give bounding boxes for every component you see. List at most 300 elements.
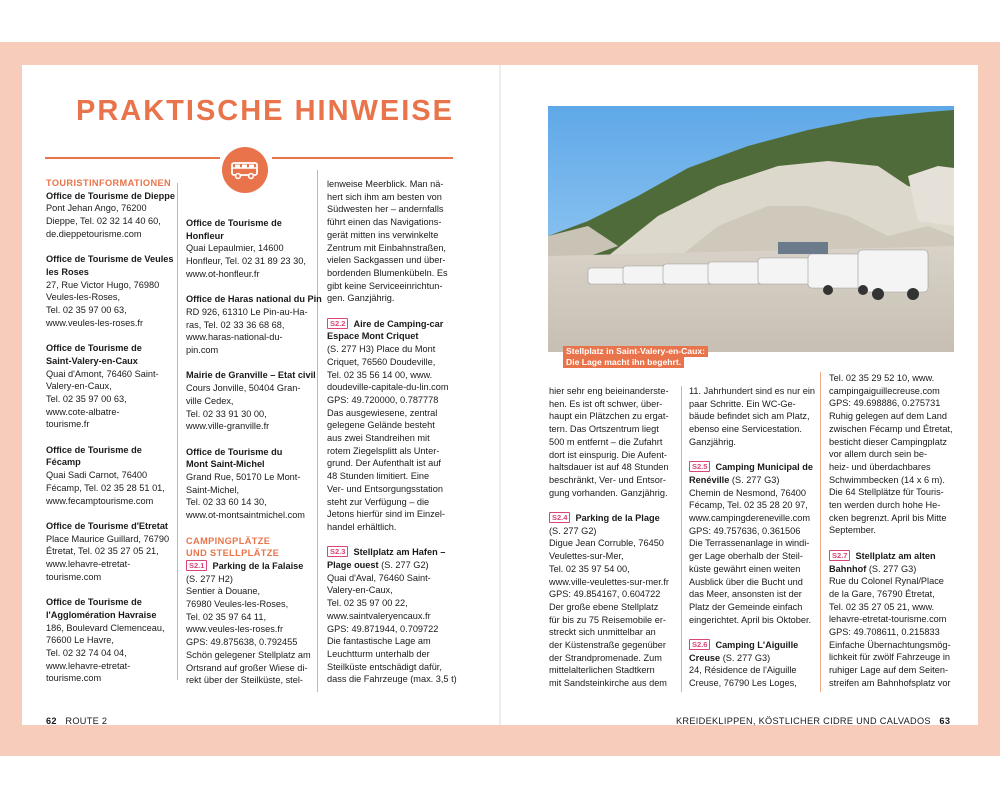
line-text: lenweise Meerblick. Man nä- [327, 179, 444, 189]
line-text: Jetons hierfür sind im Einzel- [327, 509, 445, 520]
line-text: gerät mitten ins verwinkelte [327, 229, 439, 240]
text-line [46, 202, 175, 215]
text-line [46, 672, 175, 685]
line-text: bäude befindet sich am Platz, [689, 411, 810, 422]
line-text: Camping Municipal de [715, 462, 813, 473]
text-line [549, 537, 669, 550]
text-line [549, 576, 669, 589]
text-line [327, 216, 457, 229]
text-line [186, 382, 322, 395]
line-text: der Küstenstraße gegenüber [549, 640, 666, 651]
line-text: Südwesten her – andernfalls [327, 204, 444, 215]
line-text: Quai Lepaulmier, 14600 [186, 243, 284, 254]
text-line [549, 525, 669, 538]
line-text: GPS: 49.871944, 0.709722 [327, 623, 439, 634]
line-text: Schwimmbecken (14 x 6 m). [829, 474, 945, 485]
text-line [549, 677, 669, 690]
line-text: Office de Tourisme de [46, 343, 142, 354]
text-line [46, 279, 175, 292]
text-line [549, 563, 669, 576]
line-text: heiz- und überdachbares [829, 461, 931, 472]
line-text: Parking de la Plage [575, 513, 660, 524]
line-text: Creuse, 76790 Les Loges, [689, 678, 797, 689]
line-text: aus zwei Standreihen mit [327, 433, 430, 444]
text-line [186, 408, 322, 421]
text-line [327, 191, 457, 204]
text-line [46, 368, 175, 381]
column-3 [327, 178, 457, 686]
text-line [549, 436, 669, 449]
text-line [829, 677, 953, 690]
text-line [829, 575, 953, 588]
line-text: Quai Sadi Carnot, 76400 [46, 470, 148, 481]
line-text: rekt über der Steilküste, stel- [186, 675, 303, 686]
section-heading [46, 177, 175, 190]
line-text: 48 Stunden limitiert. Eine [327, 471, 430, 482]
text-line [689, 423, 815, 436]
map-ref-badge: S2.3 [327, 546, 348, 557]
text-line [689, 512, 815, 525]
line-text: tern. Das Ortszentrum liegt [549, 424, 659, 435]
text-line [327, 470, 457, 483]
text-line [46, 495, 175, 508]
line-text: Veules-les-Roses, [46, 292, 121, 303]
line-text: für bis zu 75 Reisemobile er- [549, 614, 666, 625]
gutter [499, 65, 501, 725]
line-text: campingaiguillecreuse.com [829, 385, 940, 396]
line-text: doudeville-capitale-du-lin.com [327, 382, 449, 393]
text-line [186, 420, 322, 433]
line-text: Plage ouest [327, 560, 379, 571]
text-line [327, 521, 457, 534]
text-line [186, 649, 322, 662]
line-text: gen. Ganzjährig. [327, 293, 395, 304]
text-line [689, 576, 815, 589]
text-line [186, 623, 322, 636]
text-line [327, 546, 457, 559]
text-line [46, 215, 175, 228]
line-text: (S. 277 H2) [186, 573, 233, 584]
text-line [327, 597, 457, 610]
line-text: bordenden Blumenkübeln. Es [327, 267, 448, 278]
text-line [327, 419, 457, 432]
line-text: Fécamp, Tel. 02 35 28 20 97, [689, 500, 808, 511]
text-line [327, 267, 457, 280]
text-line [186, 484, 322, 497]
line-text: Bahnhof [829, 563, 867, 574]
text-line [549, 423, 669, 436]
text-line [327, 394, 457, 407]
text-line [829, 613, 953, 626]
text-line [46, 609, 175, 622]
line-text: www.fecamptourisme.com [46, 495, 154, 506]
line-text: Place Maurice Guillard, 76790 [46, 533, 170, 544]
text-line [186, 585, 322, 598]
text-line [549, 449, 669, 462]
text-line [829, 664, 953, 677]
text-line [46, 558, 175, 571]
map-ref-badge: S2.1 [186, 560, 207, 571]
text-line [549, 512, 669, 525]
column-divider [177, 183, 178, 680]
spacer [689, 626, 815, 639]
text-line [327, 356, 457, 369]
text-line [829, 474, 953, 487]
text-line [186, 496, 322, 509]
map-ref-badge: S2.5 [689, 461, 710, 472]
text-line [46, 571, 175, 584]
text-line [689, 525, 815, 538]
text-line [549, 614, 669, 627]
line-text: tourisme.com [46, 673, 102, 684]
text-line [829, 601, 953, 614]
text-line [549, 601, 669, 614]
line-text: beschränkt, Ver- und Entsor- [549, 474, 666, 485]
line-text: GPS: 49.720000, 0.787778 [327, 394, 439, 405]
line-text: paar Schritte. Ein WC-Ge- [689, 398, 796, 409]
text-line [829, 486, 953, 499]
text-line [689, 398, 815, 411]
text-line [46, 253, 175, 266]
line-text: September. [829, 525, 876, 536]
line-suffix: (S. 277 G2) [378, 560, 429, 571]
spacer [327, 305, 457, 318]
line-text: Quai d'Aval, 76460 Saint- [327, 572, 431, 583]
line-text: Tel. 02 35 97 64 11, [186, 611, 267, 622]
text-line [46, 647, 175, 660]
text-line [327, 623, 457, 636]
line-text: GPS: 49.708611, 0.215833 [829, 627, 940, 638]
line-text: Office de Tourisme de Veules [46, 254, 174, 265]
line-text: www.lehavre-etretat- [46, 559, 131, 570]
text-line [829, 372, 953, 385]
text-line [186, 331, 322, 344]
line-text: Ortsrand auf großer Wiese di- [186, 662, 308, 673]
text-line [327, 610, 457, 623]
line-suffix: (S. 277 G3) [720, 652, 771, 663]
line-text: haupt ein Plätzchen zu ergat- [549, 411, 669, 422]
line-text: l'Agglomération Havraise [46, 609, 157, 620]
text-line [327, 178, 457, 191]
text-line [46, 190, 175, 203]
line-text: Saint-Michel, [186, 484, 240, 495]
line-text: Honfleur, Tel. 02 31 89 23 30, [186, 256, 306, 267]
spacer [689, 449, 815, 462]
line-text: Parking de la Falaise [212, 560, 304, 571]
line-text: 500 m entfernt – die Zufahrt [549, 436, 663, 447]
text-line [829, 410, 953, 423]
text-line [186, 636, 322, 649]
spacer [186, 433, 322, 446]
text-line [689, 410, 815, 423]
text-line [327, 280, 457, 293]
text-line [327, 457, 457, 470]
line-text: www.veules-les-roses.fr [186, 624, 284, 635]
line-text: Tel. 02 33 60 14 30, [186, 497, 267, 508]
text-line [46, 596, 175, 609]
line-text: Office de Tourisme du [186, 446, 283, 457]
line-text: www.campingdereneville.com [689, 513, 811, 524]
text-line [327, 343, 457, 356]
line-text: Die fantastische Lage am [327, 636, 431, 647]
line-text: Platz der Gemeinde einfach [689, 601, 803, 612]
line-text: Fécamp [46, 457, 81, 468]
text-line [549, 474, 669, 487]
line-text: Tel. 02 35 97 54 00, [549, 563, 630, 574]
text-line [327, 292, 457, 305]
line-text: besticht dieser Campingplatz [829, 436, 947, 447]
text-line [46, 520, 175, 533]
text-line [327, 432, 457, 445]
text-line [327, 203, 457, 216]
spacer [46, 507, 175, 520]
text-line [186, 242, 322, 255]
text-line [829, 423, 953, 436]
line-text: mittelalterlichen Stadtkern [549, 665, 655, 676]
text-line [689, 550, 815, 563]
text-line [186, 458, 322, 471]
text-line [689, 461, 815, 474]
text-line [549, 398, 669, 411]
line-text: www.ville-granville.fr [186, 421, 270, 432]
text-line [46, 482, 175, 495]
line-text: CAMPINGPLÄTZE [186, 535, 271, 546]
page-title: PRAKTISCHE HINWEISE [76, 95, 454, 127]
text-line [186, 573, 322, 586]
line-text: 186, Boulevard Clemenceau, [46, 622, 165, 633]
text-line [829, 563, 953, 576]
line-text: Chemin de Nesmond, 76400 [689, 487, 806, 498]
text-line [829, 461, 953, 474]
line-text: Camping L'Aiguille [715, 640, 799, 651]
line-text: hen. Es ist oft schwer, über- [549, 398, 663, 409]
spacer [46, 329, 175, 342]
text-line [829, 524, 953, 537]
line-text: Schön gelegener Stellplatz am [186, 649, 311, 660]
line-text: Rue du Colonel Rynal/Place [829, 576, 944, 587]
line-text: führt einen das Navigations- [327, 217, 442, 228]
text-line [327, 635, 457, 648]
line-text: Aire de Camping-car [353, 318, 444, 329]
line-text: Renéville [689, 474, 730, 485]
line-text: Cours Jonville, 50404 Gran- [186, 383, 301, 394]
text-line [549, 588, 669, 601]
line-text: das Meer, ansonsten ist der [689, 589, 802, 600]
text-line [46, 545, 175, 558]
text-line [46, 469, 175, 482]
line-text: Das ausgewiesene, zentral [327, 407, 438, 418]
text-line [689, 588, 815, 601]
line-text: haltsdauer ist auf 48 Stunden [549, 462, 669, 473]
line-text: GPS: 49.757636, 0.361506 [689, 525, 801, 536]
text-line [186, 674, 322, 687]
line-text: GPS: 49.698886, 0.275731 [829, 398, 941, 409]
line-text: UND STELLPLÄTZE [186, 548, 280, 559]
left-running-head: ROUTE 2 [65, 716, 108, 726]
line-text: (S. 277 G2) [549, 525, 597, 536]
text-line [829, 499, 953, 512]
line-text: ruhiger Lage auf dem Seiten- [829, 665, 949, 676]
text-line [46, 456, 175, 469]
text-line [829, 512, 953, 525]
text-line [186, 560, 322, 573]
line-text: Sentier à Douane, [186, 586, 261, 597]
line-text: Leuchtturm unterhalb der [327, 648, 430, 659]
text-line [327, 559, 457, 572]
line-text: www.saintvaleryencaux.fr [327, 610, 431, 621]
caption-line-2: Die Lage macht ihn begehrt. [563, 357, 684, 368]
text-line [327, 254, 457, 267]
camper-van-icon [222, 147, 268, 193]
photo-caption [563, 346, 708, 368]
campsite-photo [548, 106, 954, 352]
text-line [689, 499, 815, 512]
text-line [327, 496, 457, 509]
line-text: Der große ebene Stellplatz [549, 601, 659, 612]
text-line [46, 444, 175, 457]
line-text: hier sehr eng beieinanderste- [549, 386, 669, 396]
line-text: gelegene Gelände besteht [327, 420, 435, 431]
footer-left [46, 716, 107, 726]
text-line [46, 228, 175, 241]
line-suffix: (S. 277 G3) [729, 474, 780, 485]
line-text: eingerichtet. April bis Oktober. [689, 614, 812, 625]
text-line [689, 563, 815, 576]
line-text: Tel. 02 35 29 52 10, www. [829, 373, 935, 383]
line-text: Mont Saint-Michel [186, 459, 265, 470]
line-text: Steilküste entschädigt dafür, [327, 661, 442, 672]
line-text: Quai d'Amont, 76460 Saint- [46, 368, 159, 379]
text-line [689, 664, 815, 677]
line-text: Grand Rue, 50170 Le Mont- [186, 472, 301, 483]
text-line [829, 385, 953, 398]
column-6 [829, 372, 953, 690]
line-text: lehavre-etretat-tourisme.com [829, 614, 947, 625]
text-line [186, 306, 322, 319]
text-line [186, 255, 322, 268]
line-text: 27, Rue Victor Hugo, 76980 [46, 279, 160, 290]
line-text: Stellplatz am Hafen – [353, 547, 446, 558]
text-line [46, 393, 175, 406]
line-text: rotem Ziegelsplitt als Unter- [327, 445, 440, 456]
line-text: Stellplatz am alten [855, 550, 936, 561]
caption-line-1: Stellplatz in Saint-Valery-en-Caux: [563, 346, 708, 357]
line-text: GPS: 49.875638, 0.792455 [186, 637, 298, 648]
line-text: Die 64 Stellplätze für Touris- [829, 487, 944, 498]
line-text: www.lehavre-etretat- [46, 660, 131, 671]
line-text: Honfleur [186, 230, 224, 241]
text-line [549, 550, 669, 563]
text-line [829, 651, 953, 664]
text-line [186, 319, 322, 332]
line-text: Office de Tourisme d'Etretat [46, 520, 168, 531]
line-text: Office de Tourisme de [46, 444, 142, 455]
text-line [327, 572, 457, 585]
line-text: Espace Mont Criquet [327, 331, 419, 342]
line-text: gung vorhanden. Ganzjährig. [549, 487, 668, 498]
text-line [689, 436, 815, 449]
line-text: 76600 Le Havre, [46, 635, 114, 646]
text-line [46, 380, 175, 393]
line-text: Tel. 02 35 97 00 63, [46, 393, 127, 404]
text-line [549, 664, 669, 677]
right-page-number: 63 [939, 716, 951, 726]
line-text: streckt sich unmittelbar an [549, 627, 656, 638]
text-line [689, 601, 815, 614]
line-text: de la Gare, 76790 Étretat, [829, 588, 935, 599]
line-text: Tel. 02 35 97 00 63, [46, 305, 127, 316]
line-text: Ruhig gelegen auf dem Land [829, 411, 947, 422]
line-text: dort ist einspurig. Die Aufent- [549, 449, 667, 460]
line-text: Tel. 02 35 27 05 21, www. [829, 601, 935, 612]
line-text: Ver- und Entsorgungsstation [327, 483, 443, 494]
line-text: Veulettes-sur-Mer, [549, 551, 624, 562]
line-text: Tel. 02 32 74 04 04, [46, 647, 127, 658]
line-text: RD 926, 61310 Le Pin-au-Ha- [186, 306, 308, 317]
text-line [327, 648, 457, 661]
text-line [549, 461, 669, 474]
line-text: 24, Résidence de l'Aiguille [689, 665, 797, 676]
text-line [689, 487, 815, 500]
line-text: Tel. 02 35 97 00 22, [327, 598, 408, 609]
text-line [46, 266, 175, 279]
text-line [829, 550, 953, 563]
spacer [46, 241, 175, 254]
text-line [186, 395, 322, 408]
text-line [327, 661, 457, 674]
text-line [327, 381, 457, 394]
line-text: Tel. 02 35 56 14 00, www. [327, 369, 433, 380]
text-line [186, 369, 322, 382]
line-text: handel erhältlich. [327, 521, 397, 532]
line-text: Mairie de Granville – Etat civil [186, 370, 316, 381]
text-line [327, 445, 457, 458]
line-text: www.haras-national-du- [186, 332, 283, 343]
line-text: Digue Jean Corruble, 76450 [549, 538, 664, 549]
title-rule-left [45, 157, 220, 159]
text-line [549, 652, 669, 665]
line-text: Die Terrassenanlage in windi- [689, 538, 810, 549]
line-text: Valery-en-Caux, [327, 585, 393, 596]
spacer [549, 499, 669, 512]
text-line [829, 397, 953, 410]
line-text: Zentrum mit Einbahnstraßen, [327, 242, 446, 253]
line-text: tourisme.fr [46, 419, 90, 430]
text-line [46, 304, 175, 317]
spacer [829, 537, 953, 550]
left-page-number: 62 [46, 716, 57, 726]
text-line [549, 385, 669, 398]
line-text: hert sich ihm am besten von [327, 191, 442, 202]
line-text: zwischen Fécamp und Étretat, [829, 423, 953, 434]
spacer [186, 281, 322, 294]
column-4 [549, 385, 669, 690]
line-text: www.ot-honfleur.fr [186, 268, 260, 279]
line-text: Office de Tourisme de [46, 597, 142, 608]
line-text: gibt keine Serviceeinrichtun- [327, 280, 443, 291]
line-text: grund. Der Aufenthalt ist auf [327, 458, 441, 469]
line-text: Office de Tourisme de Dieppe [46, 190, 175, 201]
text-line [327, 508, 457, 521]
text-line [327, 673, 457, 686]
line-text: cken begrenzt. April bis Mitte [829, 512, 947, 523]
line-text: ebenso eine Servicestation. [689, 424, 802, 435]
text-line [186, 598, 322, 611]
text-line [327, 584, 457, 597]
section-heading [186, 535, 322, 548]
line-text: Ausblick über die Bucht und [689, 576, 803, 587]
line-text: les Roses [46, 266, 89, 277]
